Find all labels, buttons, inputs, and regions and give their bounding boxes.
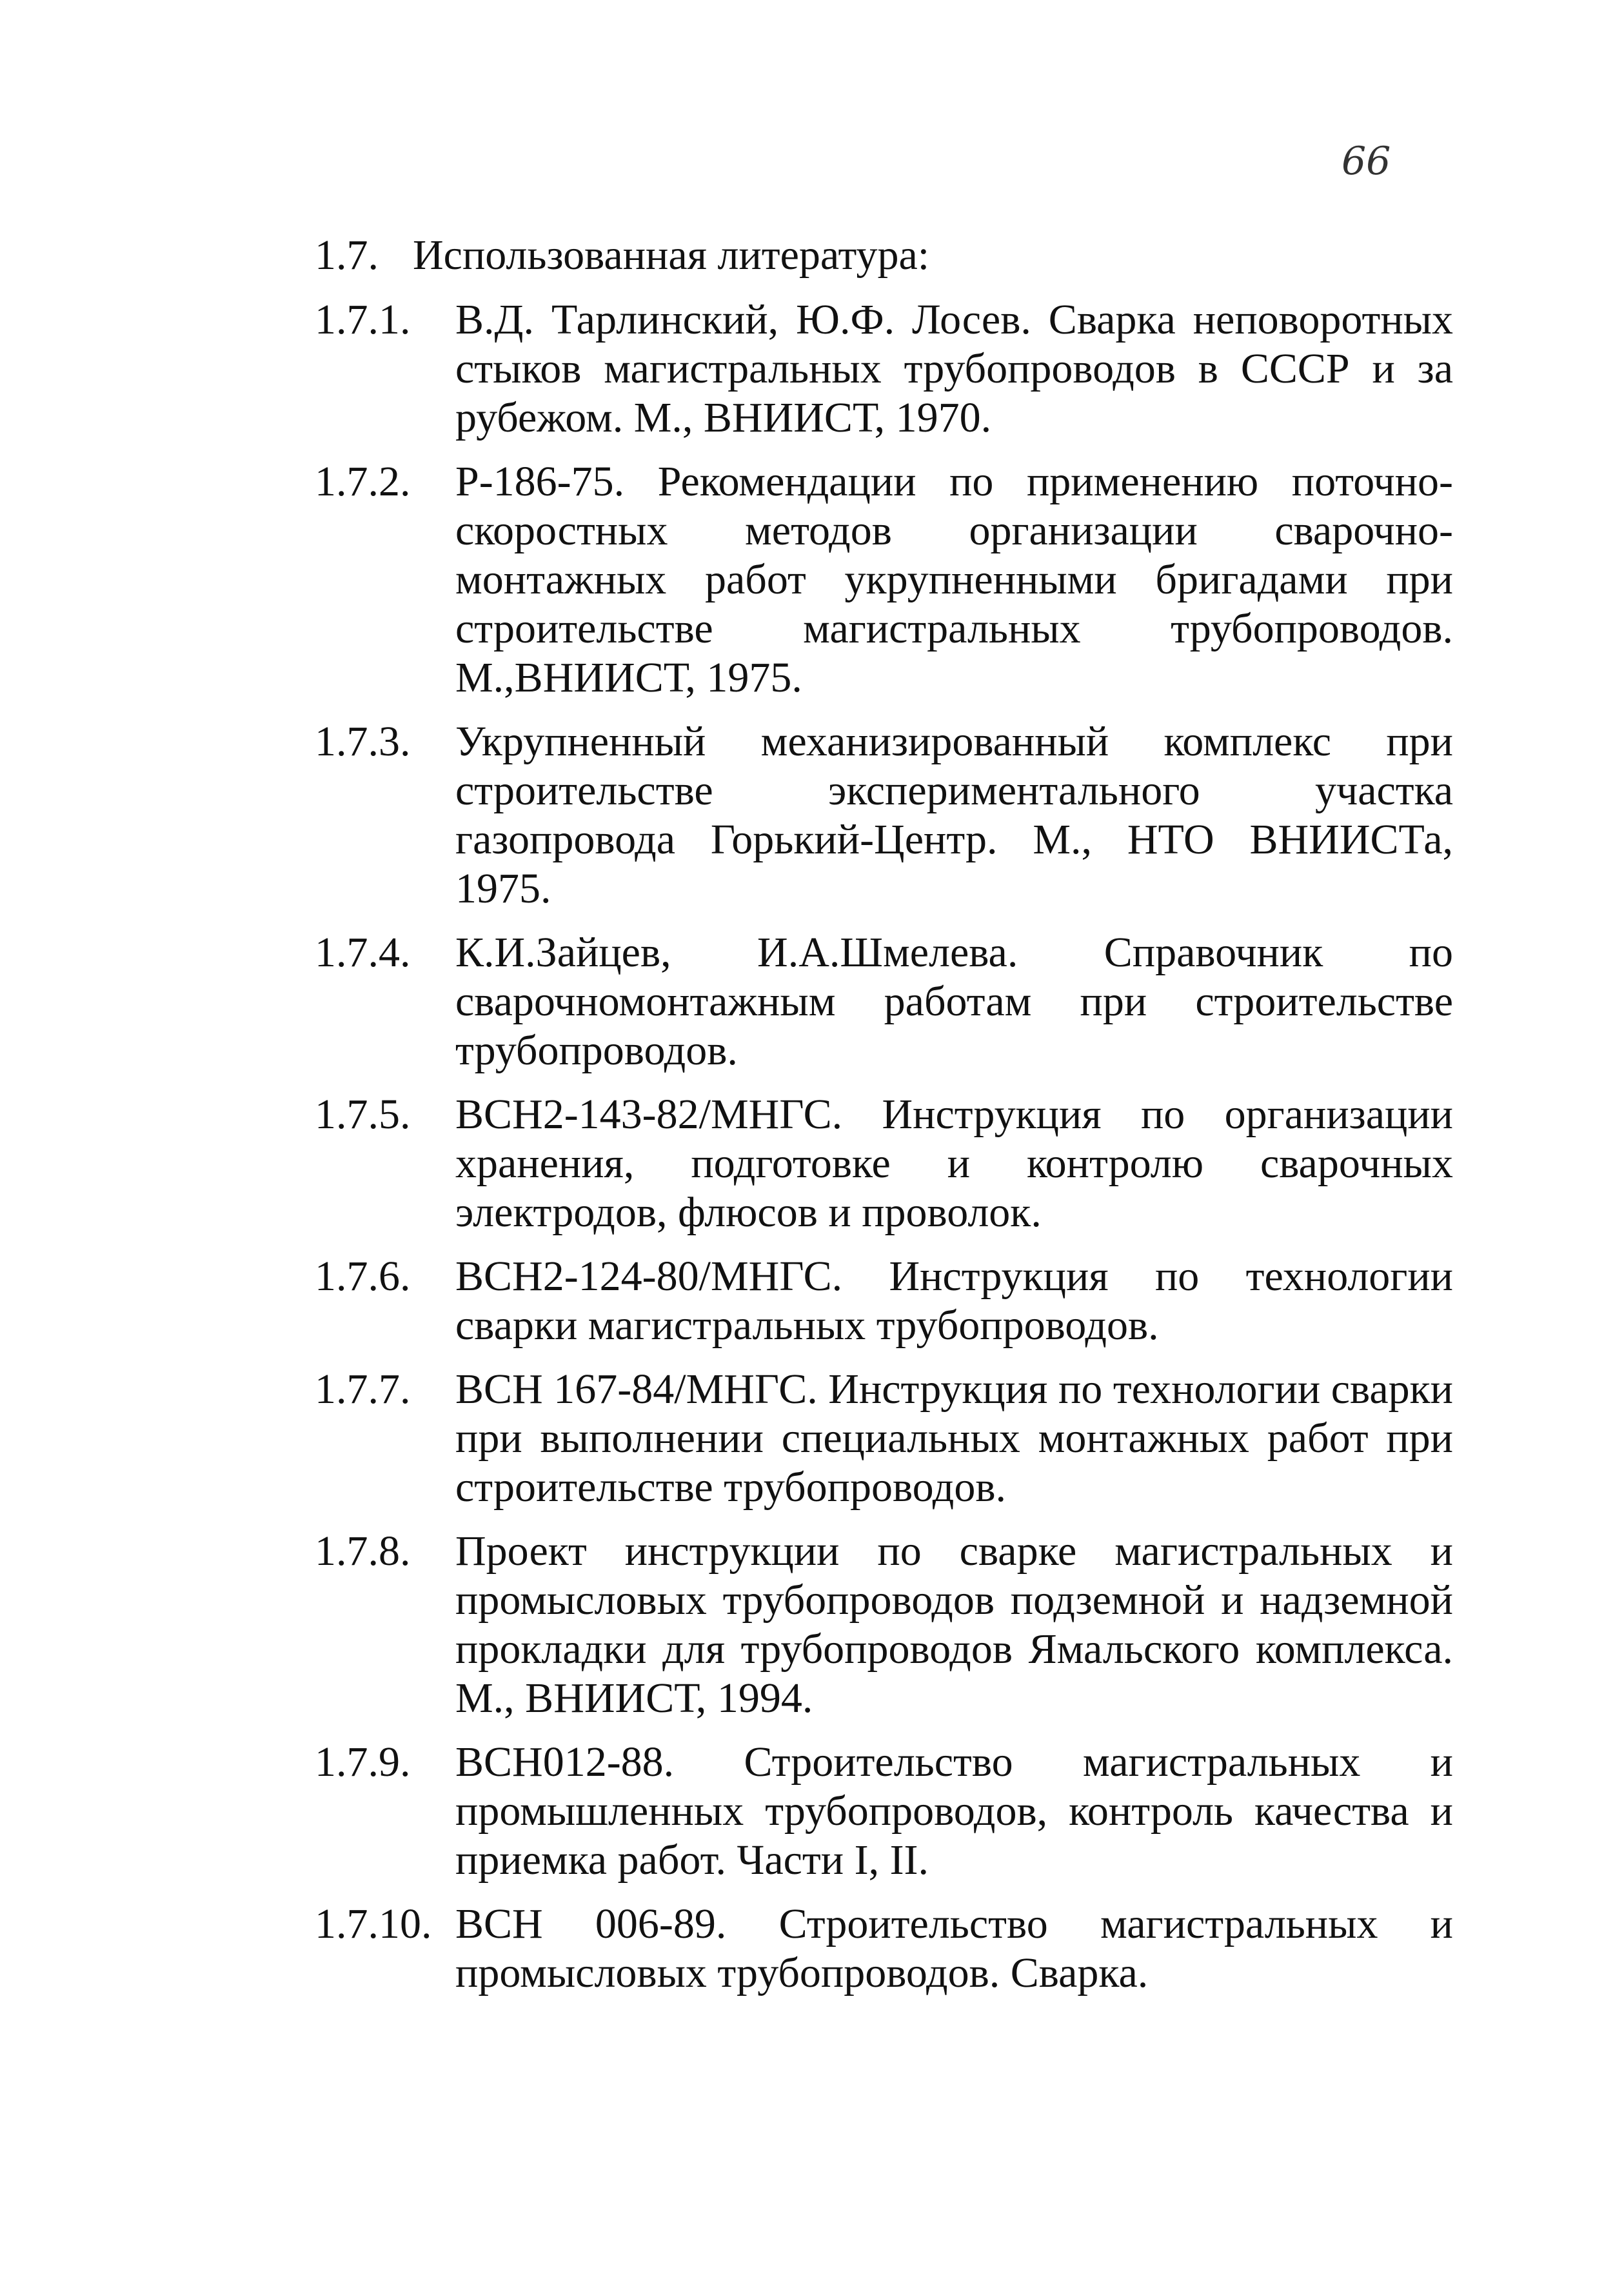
reference-text: ВСН2-143-82/МНГС. Инструкция по организации хранения, подготовке и контролю сварочных электродов, флюсов и проволок. (455, 1091, 1453, 1236)
reference-text: Проект инструкции по сварке магистральных и промысловых трубопроводов подземной и надземной прокладки для трубопроводов Ямальского комплекса. М., ВНИИСТ, 1994. (455, 1528, 1453, 1722)
reference-text: ВСН 167-84/МНГС. Инструкция по технологии сварки при выполнении специальных монтажных работ при строительстве трубопроводов. (455, 1366, 1453, 1511)
section-title: Использованная литература: (413, 232, 930, 279)
reference-number: 1.7.6. (315, 1253, 411, 1300)
reference-item (315, 1365, 1453, 1512)
reference-number: 1.7.3. (315, 718, 411, 765)
reference-item (315, 717, 1453, 913)
reference-number: 1.7.1. (315, 296, 411, 343)
reference-number: 1.7.7. (315, 1366, 411, 1413)
page-number: 66 (1342, 139, 1391, 184)
reference-item (315, 457, 1453, 702)
reference-number: 1.7.5. (315, 1091, 411, 1138)
reference-text: В.Д. Тарлинский, Ю.Ф. Лосев. Сварка неповоротных стыков магистральных трубопроводов в СССР и за рубежом. М., ВНИИСТ, 1970. (455, 296, 1453, 441)
reference-text: Укрупненный механизированный комплекс при строительстве экспериментального участка газопровода Горький-Центр. М., НТО ВНИИСТа, 1975. (455, 718, 1453, 912)
reference-item (315, 1252, 1453, 1350)
reference-number: 1.7.4. (315, 929, 411, 976)
reference-number: 1.7.2. (315, 458, 411, 505)
reference-item (315, 1090, 1453, 1237)
reference-item (315, 1900, 1453, 1998)
reference-item (315, 1527, 1453, 1723)
reference-item (315, 1738, 1453, 1885)
reference-item (315, 295, 1453, 443)
reference-text: ВСН 006-89. Строительство магистральных и промысловых трубопроводов. Сварка. (455, 1900, 1453, 1996)
reference-list (315, 295, 1453, 2013)
reference-text: ВСН2-124-80/МНГС. Инструкция по технологии сварки магистральных трубопроводов. (455, 1253, 1453, 1349)
reference-number: 1.7.8. (315, 1528, 411, 1575)
reference-text: ВСН012-88. Строительство магистральных и промышленных трубопроводов, контроль качества и приемка работ. Части I, II. (455, 1738, 1453, 1884)
section-number: 1.7. (315, 232, 379, 279)
reference-number: 1.7.9. (315, 1738, 411, 1786)
reference-number: 1.7.10. (315, 1900, 432, 1947)
reference-text: К.И.Зайцев, И.А.Шмелева. Справочник по сварочномонтажным работам при строительстве трубопроводов. (455, 929, 1453, 1074)
reference-item (315, 928, 1453, 1075)
reference-text: Р-186-75. Рекомендации по применению поточно-скоростных методов организации сварочно-монтажных работ укрупненными бригадами при строительстве магистральных трубопроводов. М.,ВНИИСТ, 1975. (455, 458, 1453, 701)
section-heading (315, 231, 929, 280)
